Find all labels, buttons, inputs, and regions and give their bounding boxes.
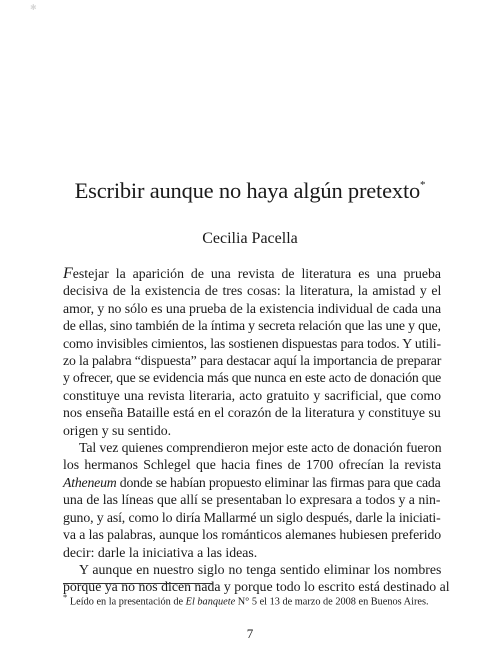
footnote-text-after: N° 5 el 13 de marzo de 2008 en Buenos Aires. xyxy=(235,596,429,608)
paragraph-line: Y aunque en nuestro siglo no tenga sentido eliminar los nombres xyxy=(79,561,442,577)
paragraph-line: como invisibles cimientos, las sostienen dispuestas para todos. Y utili- xyxy=(63,335,441,351)
paragraph-line: decisiva de la existencia de tres cosas: la literatura, la amistad y el xyxy=(63,283,442,299)
paragraph-line: una de las líneas que allí se presentaban lo expresara a todos y a nin- xyxy=(63,492,441,508)
paragraph-line: y ofrecer, que se evidencia más que nunca en este acto de donación que xyxy=(63,370,442,386)
essay-body xyxy=(63,265,450,596)
paragraph-2 xyxy=(63,439,441,561)
initial-letter: F xyxy=(63,265,73,282)
paragraph-line: amor, y no sólo es una prueba de la existencia individual de cada una xyxy=(63,300,442,316)
paragraph-line: Festejar la aparición de una revista de literatura es una prueba xyxy=(63,265,442,282)
paragraph-line: decir: darle la iniciativa a las ideas. xyxy=(63,544,258,560)
paragraph-line: zo la palabra “dispuesta” para destacar aquí la importancia de preparar xyxy=(63,353,442,369)
title-text: Escribir aunque no haya algún pretexto xyxy=(74,178,421,203)
paragraph-line: guno, y así, como lo diría Mallarmé un siglo después, darle la iniciati- xyxy=(63,509,441,525)
title-footnote-mark: * xyxy=(420,178,426,191)
scan-speck: ✱ xyxy=(30,3,37,12)
footnote-rule xyxy=(63,583,213,584)
paragraph-line: Tal vez quienes comprendieron mejor este acto de donación fueron xyxy=(79,440,442,456)
author-name: Cecilia Pacella xyxy=(202,230,298,247)
paragraph-line: va a las palabras, aunque los románticos alemanes hubiesen preferido xyxy=(63,527,442,543)
paragraph-line: constituye una revista literaria, acto gratuito y sacrificial, que como xyxy=(63,387,441,403)
footnote-text-before: Leído en la presentación de xyxy=(67,596,186,608)
page-number: 7 xyxy=(246,626,254,641)
line-rest: donde se habían propuesto eliminar las firmas para que cada xyxy=(116,474,441,490)
footnote xyxy=(63,592,443,607)
footnote-italic-title: El banquete xyxy=(185,596,236,608)
paragraph-line: los hermanos Schlegel que hacia fines de 1700 ofrecían la revista xyxy=(63,457,442,473)
paragraph-line: nos enseña Bataille está en el corazón de la literatura y constituye su xyxy=(63,405,441,421)
footnote-mark: * xyxy=(63,592,68,602)
paragraph-1 xyxy=(63,265,441,439)
paragraph-3 xyxy=(63,561,450,596)
paragraph-line: de ellas, sino también de la íntima y secreta relación que las une y que, xyxy=(63,318,441,334)
paragraph-line: porque ya no nos dicen nada y porque todo lo escrito está destinado al xyxy=(63,579,450,595)
journal-title: Atheneum xyxy=(63,474,117,490)
essay-title xyxy=(0,178,500,204)
paragraph-line: origen y su sentido. xyxy=(63,422,172,438)
paragraph-line xyxy=(63,474,441,491)
